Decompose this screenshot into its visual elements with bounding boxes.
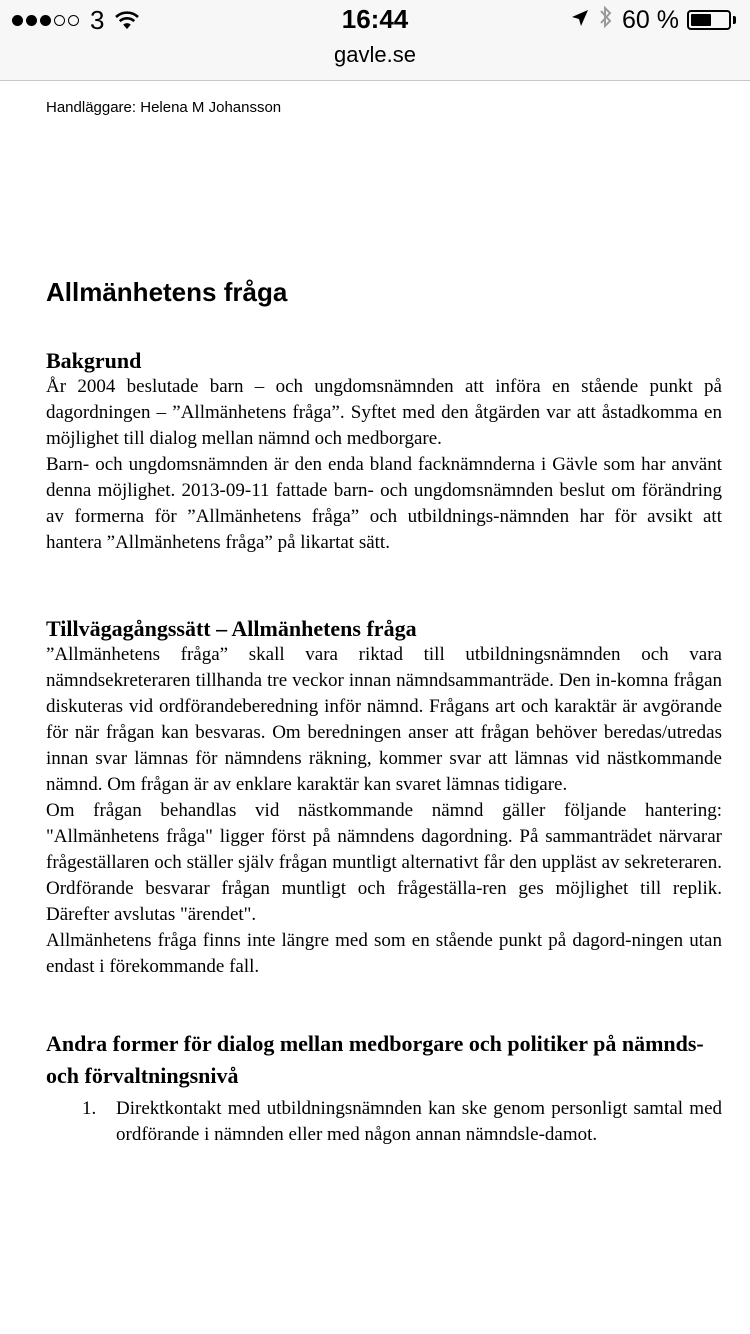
paragraph: ”Allmänhetens fråga” skall vara riktad till utbildningsnämnden och vara nämndsekreteraren tillhanda tre veckor innan nämndsammanträde. Den in-komna frågan diskuteras vid ordförandeberedning inför nämnd. Frågans art och karaktär är avgörande för när frågan kan besvaras. Om beredningen anser att frågan behöver beredas/utredas innan svar lämnas för nämndens räkning, kommer svar att lämnas vid nästkommande nämnd. Om frågan är av enklare karaktär kan svaret lämnas tidigare. (46, 644, 722, 795)
paragraph: Om frågan behandlas vid nästkommande nämnd gäller följande hantering: "Allmänhetens fråga" ligger först på nämndens dagordning. På sammanträdet närvarar frågeställaren och ställer själv frågan muntligt alternativt får den uppläst av sekreteraren. Ordförande besvarar frågan muntligt och frågeställa-ren ges möjlighet till replik. Därefter avslutas "ärendet". (46, 800, 722, 925)
case-officer-line: Handläggare: Helena M Johansson (46, 99, 282, 116)
section-heading: Bakgrund (46, 348, 142, 373)
section-tillvagagangssatt (46, 616, 722, 980)
paragraph: Allmänhetens fråga finns inte längre med som en stående punkt på dagord-ningen utan endast i förekommande fall. (46, 930, 722, 977)
paragraph: År 2004 beslutade barn – och ungdomsnämnden att införa en stående punkt på dagordningen – ”Allmänhetens fråga”. Syftet med den åtgärden var att åstadkomma en möjlighet till dialog mellan nämnd och medborgare. (46, 376, 722, 449)
paragraph: Barn- och ungdomsnämnden är den enda bland facknämnderna i Gävle som har använt denna möjlighet. 2013-09-11 fattade barn- och ungdomsnämnden beslut om förändring av formerna för ”Allmänhetens fråga” och utbildnings-nämnden har för avsikt att hantera ”Allmänhetens fråga” på likartat sätt. (46, 454, 722, 553)
status-bar (0, 0, 750, 40)
location-arrow-icon (570, 6, 590, 35)
status-right-group (562, 6, 736, 34)
list-item (46, 1096, 722, 1148)
section-heading: Tillvägagångssätt – Allmänhetens fråga (46, 616, 417, 641)
clock-time: 16:44 (341, 4, 409, 34)
section-bakgrund (46, 348, 722, 556)
numbered-list (46, 1096, 722, 1148)
battery-tip (733, 16, 736, 24)
battery-icon (687, 10, 731, 30)
battery-fill (691, 14, 711, 26)
battery-percent: 60 % (622, 5, 679, 34)
list-item-number: 1. (82, 1098, 97, 1119)
url-text: gavle.se (334, 42, 416, 67)
list-item-text: Direktkontakt med utbildningsnämnden kan ske genom personligt samtal med ordförande i nämnden eller med någon annan nämndsle-damot. (116, 1098, 722, 1145)
section-heading: Andra former för dialog mellan medborgare och politiker på nämnds- och förvaltningsnivå (46, 1031, 704, 1088)
section-andra-former (46, 1028, 722, 1148)
document-title: Allmänhetens fråga (46, 277, 288, 307)
bluetooth-icon (598, 5, 614, 36)
address-bar[interactable] (0, 40, 750, 81)
carrier-name: 3 (90, 4, 105, 35)
